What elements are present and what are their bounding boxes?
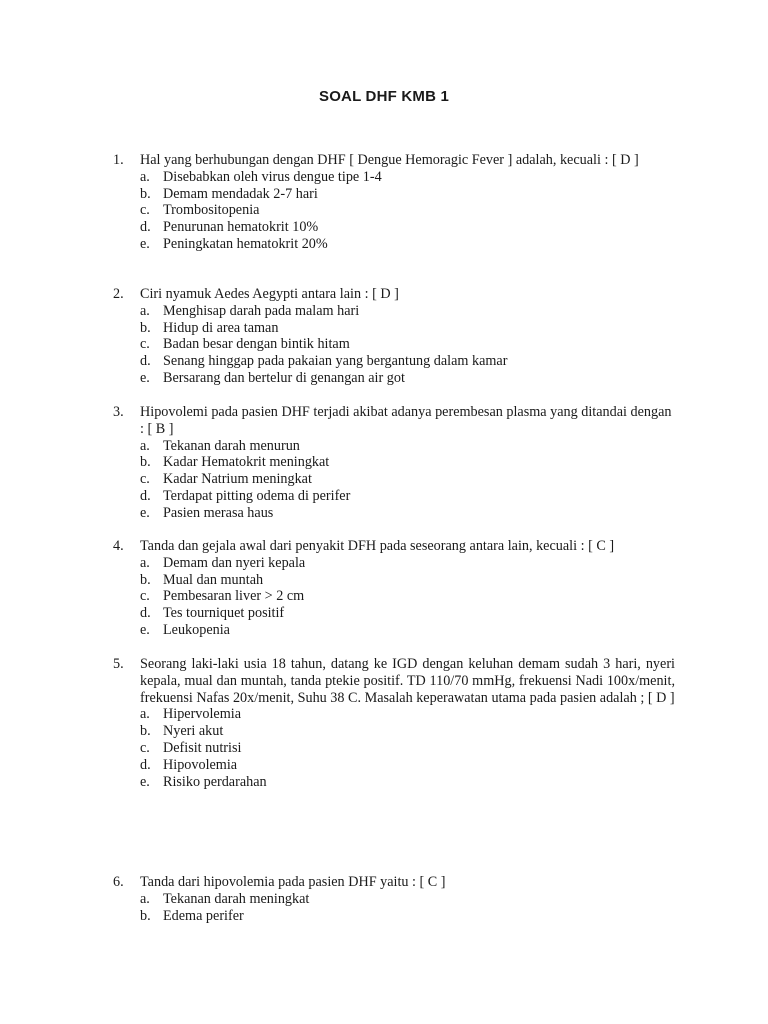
question-number: 1. — [113, 152, 124, 168]
answer-option — [113, 236, 675, 253]
answer-options — [113, 555, 675, 639]
option-letter: e. — [140, 504, 150, 521]
option-text: Senang hinggap pada pakaian yang bergantung dalam kamar — [163, 353, 508, 370]
answer-option — [113, 572, 675, 589]
option-letter: a. — [140, 706, 150, 723]
answer-option — [113, 320, 675, 337]
option-text: Tekanan darah meningkat — [163, 890, 310, 907]
answer-option — [113, 202, 675, 219]
question-text: Hipovolemi pada pasien DHF terjadi akibat adanya perembesan plasma yang ditandai dengan : [ B ] — [140, 404, 672, 437]
answer-option — [113, 370, 675, 387]
option-letter: e. — [140, 773, 150, 790]
question-number: 2. — [113, 286, 124, 302]
question-number: 3. — [113, 404, 124, 420]
option-letter: b. — [140, 319, 151, 336]
option-letter: b. — [140, 723, 151, 740]
option-letter: c. — [140, 336, 150, 353]
option-letter: e. — [140, 621, 150, 638]
answer-options — [113, 303, 675, 387]
option-letter: d. — [140, 487, 151, 504]
option-letter: a. — [140, 437, 150, 454]
answer-option — [113, 303, 675, 320]
question-stem — [113, 152, 675, 169]
option-letter: e. — [140, 235, 150, 252]
question-1 — [113, 152, 675, 253]
option-text: Peningkatan hematokrit 20% — [163, 235, 328, 252]
answer-option — [113, 908, 675, 925]
question-stem — [113, 538, 675, 555]
answer-options — [113, 438, 675, 522]
option-text: Pasien merasa haus — [163, 504, 274, 521]
option-text: Nyeri akut — [163, 723, 224, 740]
answer-option — [113, 505, 675, 522]
answer-option — [113, 757, 675, 774]
option-text: Hipovolemia — [163, 756, 238, 773]
question-number: 5. — [113, 656, 124, 672]
answer-options — [113, 706, 675, 790]
option-text: Hidup di area taman — [163, 319, 279, 336]
option-letter: c. — [140, 471, 150, 488]
answer-option — [113, 891, 675, 908]
answer-option — [113, 186, 675, 203]
question-text: Seorang laki-laki usia 18 tahun, datang ke IGD dengan keluhan demam sudah 3 hari, nyeri kepala, mual dan muntah, tanda ptekie positif. TD 110/70 mmHg, frekuensi Nadi 100x/menit, frekuensi Nafas 20x/menit, Suhu 38 C. Masalah keperawatan utama pada pasien adalah ; [ D ] — [140, 656, 675, 706]
question-2 — [113, 286, 675, 387]
option-letter: c. — [140, 202, 150, 219]
question-number: 6. — [113, 874, 124, 890]
document-title: SOAL DHF KMB 1 — [318, 88, 450, 105]
answer-option — [113, 774, 675, 791]
answer-option — [113, 706, 675, 723]
option-text: Disebabkan oleh virus dengue tipe 1-4 — [163, 168, 382, 185]
answer-option — [113, 353, 675, 370]
question-text: Ciri nyamuk Aedes Aegypti antara lain : [ D ] — [140, 286, 399, 302]
question-5 — [113, 656, 675, 790]
option-text: Leukopenia — [163, 621, 230, 638]
option-text: Pembesaran liver > 2 cm — [163, 588, 305, 605]
option-letter: b. — [140, 571, 151, 588]
answer-option — [113, 588, 675, 605]
option-text: Terdapat pitting odema di perifer — [163, 487, 351, 504]
answer-option — [113, 219, 675, 236]
option-letter: b. — [140, 454, 151, 471]
question-text: Tanda dari hipovolemia pada pasien DHF yaitu : [ C ] — [140, 874, 446, 890]
question-text: Tanda dan gejala awal dari penyakit DFH pada seseorang antara lain, kecuali : [ C ] — [140, 538, 615, 554]
question-stem — [113, 286, 675, 303]
option-text: Bersarang dan bertelur di genangan air got — [163, 369, 405, 386]
answer-option — [113, 454, 675, 471]
option-letter: d. — [140, 756, 151, 773]
answer-option — [113, 740, 675, 757]
option-letter: a. — [140, 168, 150, 185]
option-letter: d. — [140, 219, 151, 236]
option-letter: d. — [140, 353, 151, 370]
answer-options — [113, 169, 675, 253]
answer-option — [113, 438, 675, 455]
option-letter: d. — [140, 605, 151, 622]
option-text: Mual dan muntah — [163, 571, 264, 588]
answer-option — [113, 488, 675, 505]
answer-option — [113, 723, 675, 740]
option-letter: a. — [140, 302, 150, 319]
question-stem — [113, 404, 675, 438]
option-letter: a. — [140, 890, 150, 907]
answer-option — [113, 336, 675, 353]
option-letter: c. — [140, 739, 150, 756]
question-4 — [113, 538, 675, 639]
option-text: Trombositopenia — [163, 202, 260, 219]
answer-options — [113, 891, 675, 925]
answer-option — [113, 622, 675, 639]
option-text: Demam mendadak 2-7 hari — [163, 185, 318, 202]
option-text: Menghisap darah pada malam hari — [163, 302, 360, 319]
option-letter: a. — [140, 554, 150, 571]
option-text: Badan besar dengan bintik hitam — [163, 336, 350, 353]
question-3 — [113, 404, 675, 522]
option-letter: e. — [140, 369, 150, 386]
option-text: Defisit nutrisi — [163, 739, 242, 756]
option-text: Tes tourniquet positif — [163, 605, 285, 622]
option-text: Risiko perdarahan — [163, 773, 267, 790]
answer-option — [113, 471, 675, 488]
answer-option — [113, 169, 675, 186]
option-text: Kadar Hematokrit meningkat — [163, 454, 330, 471]
answer-option — [113, 605, 675, 622]
option-text: Edema perifer — [163, 907, 244, 924]
option-text: Hipervolemia — [163, 706, 242, 723]
option-text: Kadar Natrium meningkat — [163, 471, 312, 488]
answer-option — [113, 555, 675, 572]
option-text: Tekanan darah menurun — [163, 437, 300, 454]
option-letter: b. — [140, 185, 151, 202]
option-letter: b. — [140, 907, 151, 924]
question-text: Hal yang berhubungan dengan DHF [ Dengue Hemoragic Fever ] adalah, kecuali : [ D ] — [140, 152, 639, 168]
option-text: Penurunan hematokrit 10% — [163, 219, 319, 236]
question-stem — [113, 874, 675, 891]
question-stem — [113, 656, 675, 706]
question-number: 4. — [113, 538, 124, 554]
option-text: Demam dan nyeri kepala — [163, 554, 306, 571]
question-6 — [113, 874, 675, 924]
option-letter: c. — [140, 588, 150, 605]
